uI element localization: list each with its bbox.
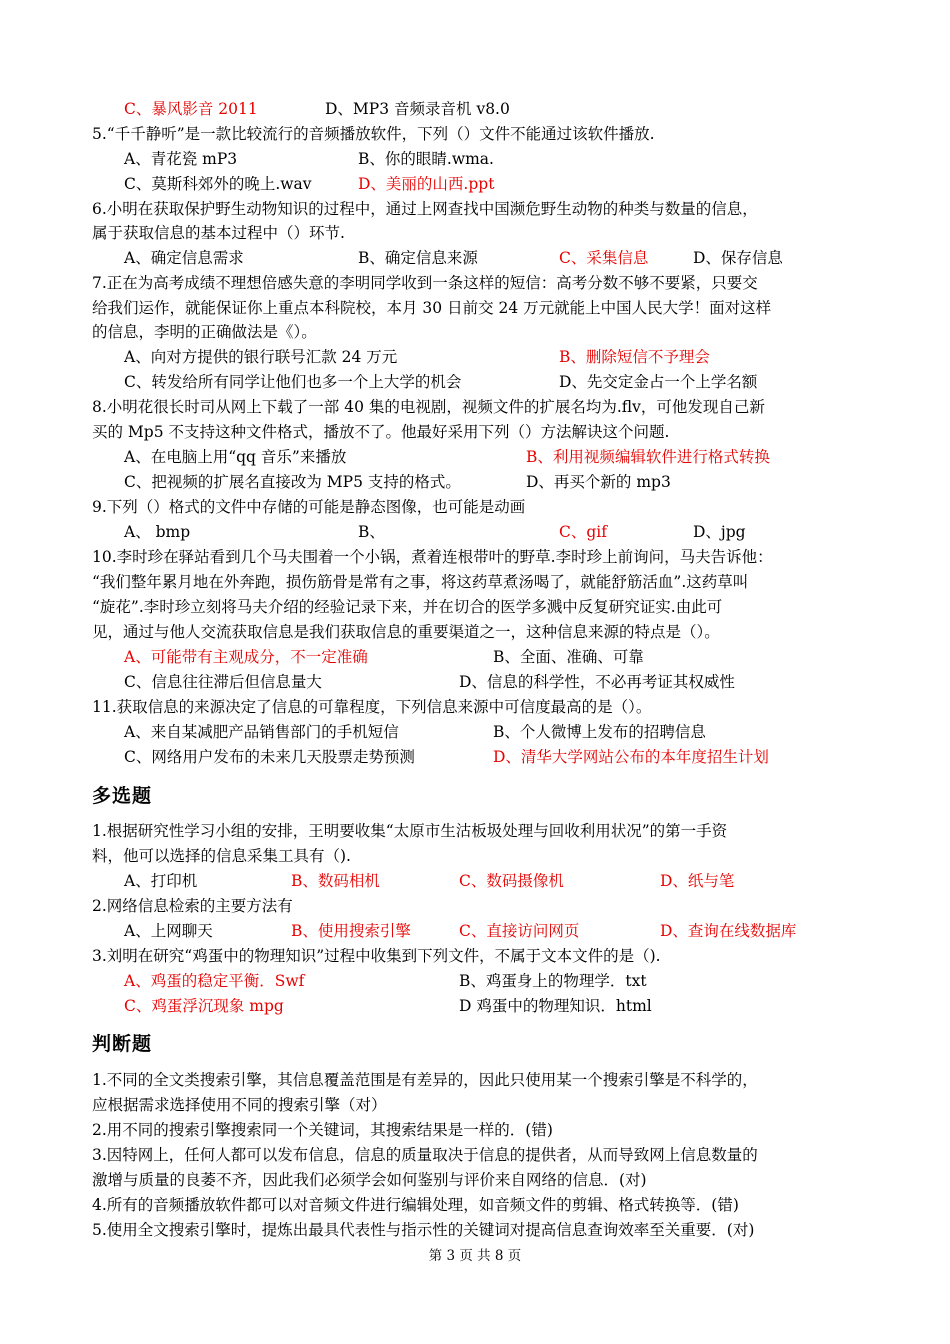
tf3-line-1: 3.因特网上，任何人都可以发布信息，信息的质量取决于信息的提供者，从而导致网上信息数量的: [92, 1146, 758, 1164]
q4-options-row: [0, 97, 950, 122]
tf1-line-1: 1.不同的全文类搜索引擎，其信息覆盖范围是有差异的，因此只使用某一个搜索引擎是不科学的，: [92, 1071, 758, 1089]
section-heading-multi-choice: 多选题: [92, 785, 153, 807]
q9-option-b: B、: [358, 523, 385, 541]
q10-stem-line-4: 见，通过与他人交流获取信息是我们获取信息的重要渠道之一，这种信息来源的特点是（）。: [92, 623, 720, 641]
q7-option-b: B、删除短信不予理会: [559, 348, 710, 366]
mq1-stem-line-1: 1.根据研究性学习小组的安排，王明要收集“太原市生沽板圾处理与回收利用状况”的第一手资: [92, 822, 728, 840]
mq3-option-b: B、鸡蛋身上的物理学．txt: [459, 972, 647, 990]
q10-stem-line-3: “旋花”.李时珍立刻将马夫介绍的经验记录下来，并在切合的医学多溅中反复研究证实.由此可: [92, 598, 723, 616]
mq1-option-c: C、数码摄像机: [459, 872, 564, 890]
tf1-line-2: 应根据需求选择使用不同的搜索引擎（对）: [92, 1096, 387, 1114]
mq2-option-a: A、上网聊天: [124, 922, 213, 940]
q7-option-d: D、先交定金占一个上学名额: [559, 373, 758, 391]
mq1-option-a: A、打印机: [124, 872, 198, 890]
q11-options-row-2: [0, 745, 950, 770]
q5-stem: 5.“千千静听”是一款比较流行的音频播放软件，下列（）文件不能通过该软件播放.: [92, 125, 655, 143]
q8-options-row-1: [0, 445, 950, 470]
q6-option-d: D、保存信息: [693, 249, 783, 267]
q6-option-a: A、确定信息需求: [124, 249, 244, 267]
q5-option-d: D、美丽的山西.ppt: [358, 175, 495, 193]
mq3-options-row-1: [0, 969, 950, 994]
q6-option-b: B、确定信息来源: [358, 249, 478, 267]
q7-options-row-1: [0, 345, 950, 370]
mq1-option-d: D、纸与笔: [660, 872, 735, 890]
q10-option-b: B、全面、准确、可靠: [493, 648, 644, 666]
q6-option-c: C、采集信息: [559, 249, 649, 267]
section-heading-true-false: 判断题: [92, 1033, 153, 1055]
q11-option-d: D、清华大学网站公布的本年度招生计划: [493, 748, 769, 766]
q5-options-row-2: [0, 172, 950, 197]
q7-stem-line-1: 7.正在为高考成绩不理想倍感失意的李明同学收到一条这样的短信：高考分数不够不要紧，只要交: [92, 274, 758, 292]
q5-option-a: A、青花瓷 mP3: [124, 150, 238, 168]
q8-option-d: D、再买个新的 mp3: [526, 473, 671, 491]
q10-option-c: C、信息往往滞后但信息量大: [124, 673, 322, 691]
q7-stem-line-2: 给我们运作，就能保证你上重点本科院校，本月 30 日前交 24 万元就能上中国人民大学！面对这样: [92, 299, 772, 317]
q6-stem-line-1: 6.小明在获取保护野生动物知识的过程中，通过上网查找中国濒危野生动物的种类与数量的信息，: [92, 200, 758, 218]
q6-options-row: [0, 246, 950, 271]
q6-stem-line-2: 属于获取信息的基本过程中（）环节.: [92, 224, 345, 242]
q8-option-b: B、利用视频编辑软件进行格式转换: [526, 448, 770, 466]
tf3-line-2: 激增与质量的良萎不齐，因此我们必须学会如何鉴别与评价来自网络的信息．(对): [92, 1171, 647, 1189]
q5-option-b: B、你的眼睛.wma.: [358, 150, 494, 168]
mq2-stem: 2.网络信息检索的主要方法有: [92, 897, 293, 915]
mq3-option-d: D 鸡蛋中的物理知识．html: [459, 997, 652, 1015]
q11-option-c: C、网络用户发布的未来几天股票走势预测: [124, 748, 415, 766]
q5-options-row-1: [0, 147, 950, 172]
q9-options-row: [0, 520, 950, 545]
q11-option-a: A、来自某减肥产品销售部门的手机短信: [124, 723, 399, 741]
tf2-line-1: 2.用不同的搜索引擎搜索同一个关键词，其搜索结果是一样的．(错): [92, 1121, 553, 1139]
mq3-option-c: C、鸡蛋浮沉现象 mpg: [124, 997, 284, 1015]
q9-stem: 9.下列（）格式的文件中存储的可能是静态图像，也可能是动画: [92, 498, 526, 516]
q7-options-row-2: [0, 370, 950, 395]
q4-option-c: C、暴风影音 2011: [124, 100, 258, 118]
mq3-option-a: A、鸡蛋的稳定平衡．Swf: [124, 972, 305, 990]
page-number-footer: 第 3 页 共 8 页: [428, 1248, 522, 1264]
q8-option-c: C、把视频的扩展名直接改为 MP5 支持的格式。: [124, 473, 461, 491]
mq3-stem: 3.刘明在研究“鸡蛋中的物理知识”过程中收集到下列文件，不属于文本文件的是（).: [92, 947, 661, 965]
mq1-options-row: [0, 869, 950, 894]
tf4-line-1: 4.所有的音频播放软件都可以对音频文件进行编辑处理，如音频文件的剪辑、格式转换等．(错): [92, 1196, 739, 1214]
q9-option-c: C、gif: [559, 523, 607, 541]
mq1-option-b: B、数码相机: [291, 872, 380, 890]
q10-stem-line-2: “我们整年累月地在外奔跑，损伤筋骨是常有之事，将这药草煮汤喝了，就能舒筋活血”.这药草叫: [92, 573, 749, 591]
q8-option-a: A、在电脑上用“qq 音乐”来播放: [124, 448, 347, 466]
q4-option-d: D、MP3 音频录音机 v8.0: [325, 100, 510, 118]
q8-options-row-2: [0, 470, 950, 495]
mq1-stem-line-2: 料，他可以选择的信息采集工具有（).: [92, 847, 351, 865]
q8-stem-line-2: 买的 Mp5 不支持这种文件格式，播放不了。他最好采用下列（）方法解诀这个问题.: [92, 423, 670, 441]
q5-option-c: C、莫斯科郊外的晚上.wav: [124, 175, 312, 193]
q11-option-b: B、个人微博上发布的招聘信息: [493, 723, 706, 741]
q8-stem-line-1: 8.小明花很长时司从网上下载了一部 40 集的电视剧，视频文件的扩展名均为.flv，可他发现自己新: [92, 398, 765, 416]
mq3-options-row-2: [0, 994, 950, 1019]
q9-option-a: A、 bmp: [124, 523, 191, 541]
q10-options-row-1: [0, 645, 950, 670]
mq2-option-d: D、查询在线数据库: [660, 922, 797, 940]
mq2-options-row: [0, 919, 950, 944]
q10-option-d: D、信息的科学性，不必再考证其权威性: [459, 673, 735, 691]
mq2-option-c: C、直接访问网页: [459, 922, 580, 940]
q7-stem-line-3: 的信息，李明的正确做法是《）。: [92, 323, 317, 341]
q11-options-row-1: [0, 720, 950, 745]
q7-option-a: A、向对方提供的银行联号汇款 24 万元: [124, 348, 398, 366]
q10-options-row-2: [0, 670, 950, 695]
tf5-line-1: 5.使用全文搜索引擎时，提炼出最具代表性与指示性的关键词对提高信息查询效率至关重要．(对): [92, 1221, 755, 1239]
q10-option-a: A、可能带有主观成分，不一定准确: [124, 648, 368, 666]
q11-stem: 11.获取信息的来源决定了信息的可靠程度，下列信息来源中可信度最高的是（）。: [92, 698, 652, 716]
q7-option-c: C、转发给所有同学让他们也多一个上大学的机会: [124, 373, 462, 391]
q10-stem-line-1: 10.李时珍在驿站看到几个马夫围着一个小锅，煮着连根带叶的野草.李时珍上前询问，马夫告诉他：: [92, 548, 773, 566]
mq2-option-b: B、使用搜索引擎: [291, 922, 411, 940]
q9-option-d: D、jpg: [693, 523, 746, 541]
